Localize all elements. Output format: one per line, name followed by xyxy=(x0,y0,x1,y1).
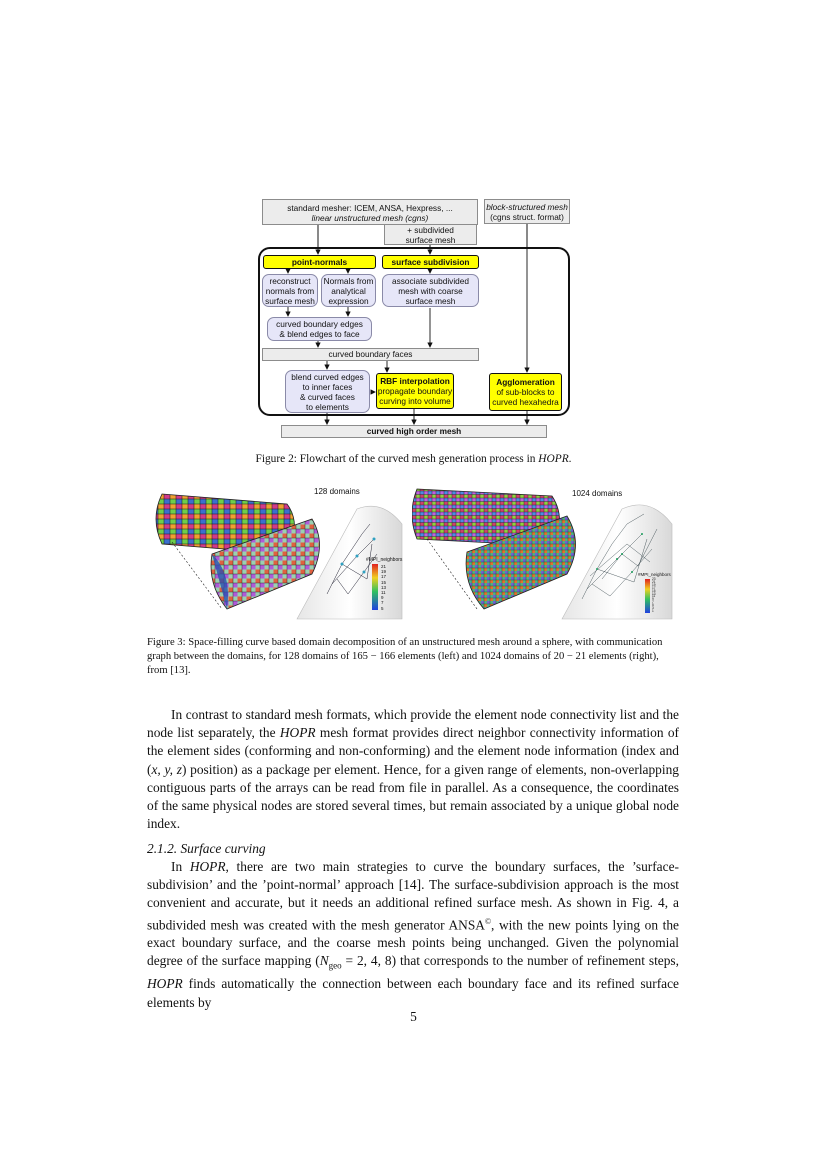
analytical-line-2: analytical xyxy=(331,285,366,296)
para2-ngeo-n: N xyxy=(319,953,329,969)
right-legend-value: 3 xyxy=(652,606,654,611)
reconstruct-normals-box xyxy=(262,274,318,307)
right-legend-value: 13 xyxy=(652,591,656,596)
left-legend-values xyxy=(381,564,386,611)
left-legend-value: 21 xyxy=(381,564,387,569)
left-legend-value: 5 xyxy=(381,605,384,611)
final-mesh-bar: curved high order mesh xyxy=(281,425,547,438)
blend-box xyxy=(285,370,370,413)
left-legend-value: 11 xyxy=(381,590,386,596)
agglo-title: Agglomeration xyxy=(496,377,555,387)
blend-line-2: to inner faces xyxy=(302,381,353,392)
fig3-caption-line-1: Figure 3: Space-filling curve based domain decomposition of an unstructured mesh around a sphere, with communication xyxy=(147,637,663,648)
agglo-line-2: curved hexahedra xyxy=(492,397,559,407)
right-legend-value: 11 xyxy=(652,594,656,599)
associate-mesh-box xyxy=(382,274,479,307)
figure-3-left-image xyxy=(152,484,407,624)
figure-3-right-image xyxy=(412,484,677,624)
curved-edges-box xyxy=(267,317,372,341)
para1-math: x, y, z xyxy=(151,761,182,777)
right-legend-value: 19 xyxy=(652,582,656,587)
subdivided-surface-box xyxy=(384,224,477,245)
analytical-line-1: Normals from xyxy=(323,275,374,286)
right-legend-value: 15 xyxy=(652,588,656,593)
subdivided-text: + subdivided xyxy=(407,225,454,235)
right-legend-value: 23 xyxy=(652,577,656,581)
right-legend-title: #MPI_neighbors xyxy=(638,572,671,577)
fig3-caption-line-2: graph between the domains, for 128 domains of 165 − 166 elements (left) and 1024 domains of 20 − 21 elements (right), xyxy=(147,651,659,662)
linear-mesh-text: linear unstructured mesh (cgns) xyxy=(311,213,429,223)
right-legend-value: 7 xyxy=(652,600,654,605)
fig3-caption-line-3: from [13]. xyxy=(147,665,191,676)
figure-2-caption xyxy=(0,452,827,466)
associate-line-2: mesh with coarse xyxy=(398,285,463,296)
blend-line-3: & curved faces xyxy=(300,391,355,402)
cgns-struct-text: (cgns struct. format) xyxy=(490,212,564,222)
para2-ngeo-sub: geo xyxy=(328,961,342,972)
reconstruct-line-1: reconstruct xyxy=(269,275,311,286)
right-legend-value: 5 xyxy=(652,603,654,608)
left-legend-title: #MPI_neighbors xyxy=(366,557,403,563)
associate-line-1: associate subdivided xyxy=(391,275,470,286)
block-structured-text: block-structured mesh xyxy=(486,202,568,212)
point-normals-box: point-normals xyxy=(263,255,376,269)
analytical-normals-box xyxy=(321,274,376,307)
curved-faces-bar: curved boundary faces xyxy=(262,348,479,361)
para2-part4: ) that corresponds to the number of refinement steps, xyxy=(391,953,679,969)
right-legend-values xyxy=(652,578,656,613)
surface-subdivision-box: surface subdivision xyxy=(382,255,479,269)
rbf-title: RBF interpolation xyxy=(380,376,450,386)
fig2-caption-suffix: . xyxy=(568,453,572,465)
para2-hopr-2: HOPR xyxy=(147,976,183,992)
blend-line-4: to elements xyxy=(306,401,349,412)
right-legend-value: 9 xyxy=(652,597,654,602)
left-legend-value: 15 xyxy=(381,579,387,585)
analytical-line-3: expression xyxy=(328,295,369,306)
para1-hopr: HOPR xyxy=(279,725,316,741)
rbf-line-1: propagate boundary xyxy=(377,386,453,396)
block-structured-box xyxy=(484,199,570,224)
surface-mesh-text: surface mesh xyxy=(405,235,456,245)
paragraph-mesh-format xyxy=(147,706,679,833)
para2-part1: In xyxy=(171,859,190,874)
left-legend-value: 19 xyxy=(381,569,387,575)
para1-part3: ) position) as a package per element. Hence, for a given range of elements, non-overlapping contiguous parts of the arrays can be read from file in parallel. As a consequence, the coordinates of the same physical nodes are stored several times, but remain associated by a unique global node index. xyxy=(147,761,679,832)
left-legend-value: 17 xyxy=(381,574,387,580)
blend-line-1: blend curved edges xyxy=(291,371,364,382)
section-heading: 2.1.2. Surface curving xyxy=(147,841,266,856)
right-legend-value: 21 xyxy=(652,579,656,584)
curved-edges-line-1: curved boundary edges xyxy=(276,319,363,329)
figure-3-caption xyxy=(147,636,687,678)
curved-edges-line-2: & blend edges to face xyxy=(279,329,360,339)
agglomeration-box xyxy=(489,373,562,411)
right-legend-value: 17 xyxy=(652,585,656,590)
reconstruct-line-2: normals from xyxy=(265,285,315,296)
paragraph-surface-curving xyxy=(147,858,679,1012)
rbf-line-2: curving into volume xyxy=(379,396,451,406)
rbf-interpolation-box xyxy=(376,373,454,409)
standard-mesher-box xyxy=(262,199,478,225)
page-number: 5 xyxy=(410,1009,417,1024)
left-legend-value: 13 xyxy=(381,584,387,590)
left-mesh-render xyxy=(152,484,407,624)
para2-part5: finds automatically the connection between each boundary face and its refined surface elements by xyxy=(147,976,679,1010)
reconstruct-line-3: surface mesh xyxy=(265,295,315,306)
fig2-caption-prefix: Figure 2: Flowchart of the curved mesh generation process in xyxy=(255,453,539,465)
left-domains-label: 128 domains xyxy=(314,487,360,496)
right-legend-value: 1 xyxy=(652,608,654,613)
standard-mesher-text: standard mesher: ICEM, ANSA, Hexpress, ... xyxy=(287,203,453,213)
para2-hopr-1: HOPR xyxy=(189,859,226,874)
agglo-line-1: of sub-blocks to xyxy=(496,387,555,397)
para2-copyright: © xyxy=(484,916,492,926)
left-legend-value: 9 xyxy=(381,595,384,601)
fig2-caption-em: HOPR xyxy=(538,453,569,465)
para2-part3: , with the new points lying on the exact boundary surface, and the coarse mesh points being unchanged. Given the polynomial degree of the surface mapping ( xyxy=(147,917,679,969)
para2-part2: , there are two main strategies to curve the boundary surfaces, the ’surface-subdivision’ and the ’point-normal’ approach [14]. The surface-subdivision approach is the most convenient and accurate, but it needs an additional refined surface mesh. As shown in Fig. 4, a subdivided mesh was created with the mesh generator ANSA xyxy=(147,859,679,933)
associate-line-3: surface mesh xyxy=(405,295,456,306)
left-legend-value: 7 xyxy=(381,600,384,606)
para1-part2: mesh format provides direct neighbor connectivity information of the element sides (conforming and non-conforming) and the element node information (index and ( xyxy=(147,725,680,777)
right-domains-label: 1024 domains xyxy=(572,489,623,498)
right-mesh-render xyxy=(412,484,677,624)
para1-part1: In contrast to standard mesh formats, which provide the element node connectivity list and the node list separately, the xyxy=(147,707,679,741)
para2-ngeo-rest: = 2, 4, 8 xyxy=(341,953,392,969)
